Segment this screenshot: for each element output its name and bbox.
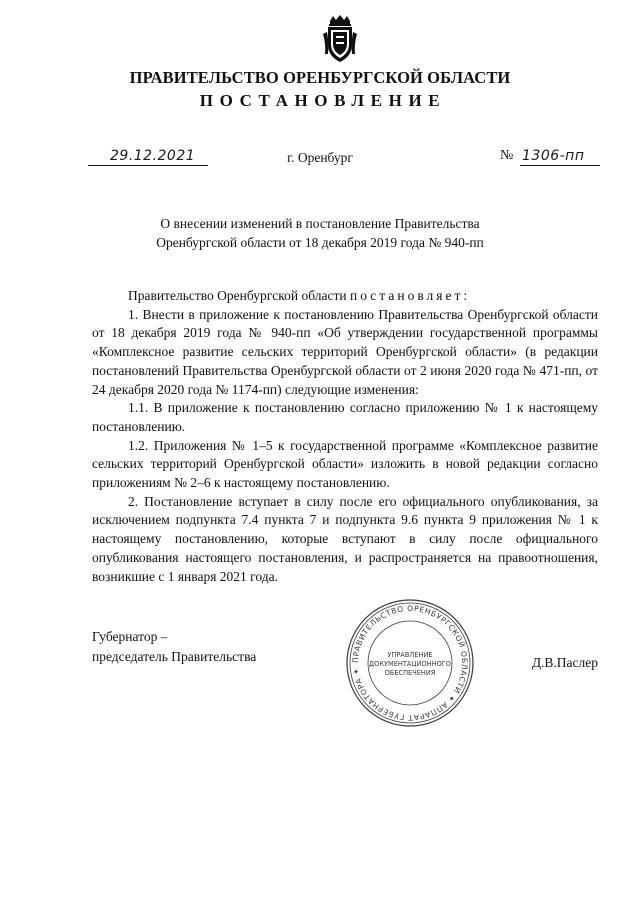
signatory-title-line-1: Губернатор – — [92, 629, 168, 644]
stamp-center-line-2: ДОКУМЕНТАЦИОННОГО — [369, 660, 451, 668]
official-stamp — [344, 597, 476, 729]
signatory-title — [92, 627, 256, 667]
document-subject — [0, 214, 640, 252]
paragraph-1-2: 1.2. Приложения № 1–5 к государственной программе «Комплексное развитие сельских территорий Оренбургской области» изложить в новой редакции согласно приложениям № 2–6 к настоящему постановлению. — [92, 437, 598, 491]
preamble — [92, 287, 598, 306]
document-type: ПОСТАНОВЛЕНИЕ — [199, 91, 447, 110]
signatory-name: Д.В.Паслер — [531, 655, 598, 670]
date-value: 29.12.2021 — [110, 148, 196, 164]
subject-line-1: О внесении изменений в постановление Правительства — [160, 216, 480, 231]
document-number — [500, 148, 600, 168]
stamp-center-line-3: ОБЕСПЕЧЕНИЯ — [384, 669, 436, 677]
preamble-text: Правительство Оренбургской области — [128, 288, 350, 303]
stamp-ring-text: ПРАВИТЕЛЬСТВО ОРЕНБУРГСКОЙ ОБЛАСТИ ✦ АППАРАТ ГУБЕРНАТОРА ✦ — [350, 603, 470, 723]
paragraph-1: 1. Внести в приложение к постановлению Правительства Оренбургской области от 18 декабря 2019 года № 940-пп «Об утверждении государственной программы «Комплексное развитие сельских территорий Оренбургской области» (в редакции постановлений Правительства Оренбургской области от 2 июня 2020 года № 471-пп, от 24 декабря 2020 года № 1174-пп) следующие изменения: — [92, 306, 598, 397]
subject-line-2: Оренбургской области от 18 декабря 2019 года № 940-пп — [156, 235, 484, 250]
paragraph-2: 2. Постановление вступает в силу после его официального опубликования, за исключением подпункта 7.4 пункта 7 и подпункта 9.6 пункта 9 приложения № 1 к настоящему постановлению, которые вступают в силу после официального опубликования настоящего постановления, и распространяется на правоотношения, возникшие с 1 января 2021 года. — [92, 493, 598, 584]
preamble-spaced: постановляет: — [350, 288, 471, 303]
city: г. Оренбург — [287, 150, 353, 165]
organization-name: ПРАВИТЕЛЬСТВО ОРЕНБУРГСКОЙ ОБЛАСТИ — [129, 68, 511, 87]
stamp-center-line-1: УПРАВЛЕНИЕ — [387, 651, 433, 659]
document-body — [92, 287, 598, 586]
number-sign: № — [500, 148, 514, 163]
signatory-title-line-2: председатель Правительства — [92, 649, 257, 664]
coat-of-arms-icon — [321, 14, 359, 64]
number-underline — [520, 165, 600, 166]
number-value: 1306-пп — [522, 148, 585, 164]
paragraph-1-1: 1.1. В приложение к постановлению согласно приложению № 1 к настоящему постановлению. — [92, 400, 598, 434]
